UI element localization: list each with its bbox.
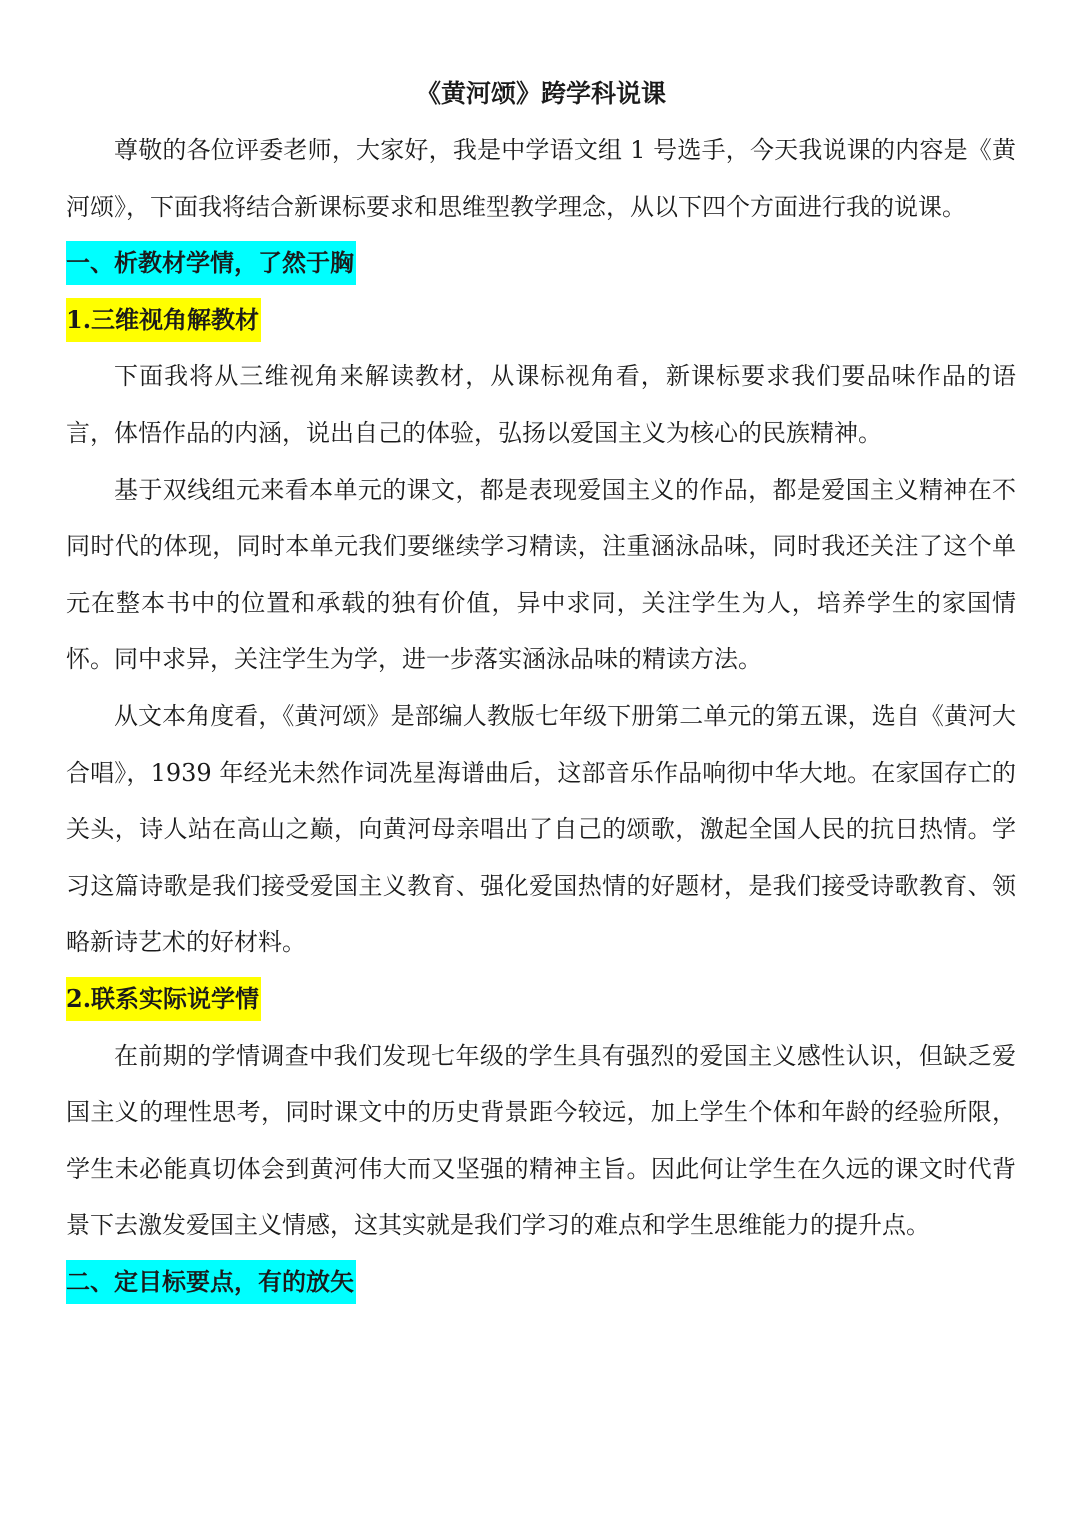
subsection-heading-1-1-text: 1.三维视角解教材: [66, 298, 261, 342]
document-title: 《黄河颂》跨学科说课: [415, 79, 666, 108]
body-paragraph: 下面我将从三维视角来解读教材，从课标视角看，新课标要求我们要品味作品的语言，体悟作品的内涵，说出自己的体验，弘扬以爱国主义为核心的民族精神。: [66, 362, 1016, 447]
body-paragraph: 从文本角度看，《黄河颂》是部编人教版七年级下册第二单元的第五课，选自《黄河大合唱》，1939 年经光未然作词冼星海谱曲后，这部音乐作品响彻中华大地。在家国存亡的关头，诗人站在高山之巅，向黄河母亲唱出了自己的颂歌，激起全国人民的抗日热情。学习这篇诗歌是我们接受爱国主义教育、强化爱国热情的好题材，是我们接受诗歌教育、领略新诗艺术的好材料。: [66, 701, 1016, 957]
document-page: [66, 66, 1016, 1310]
subsection-heading-1-2: [66, 971, 1016, 1028]
subsection-heading-1-2-text: 2.联系实际说学情: [66, 977, 261, 1021]
intro-paragraph: 尊敬的各位评委老师，大家好，我是中学语文组 1 号选手，今天我说课的内容是《黄河颂》，下面我将结合新课标要求和思维型教学理念，从以下四个方面进行我的说课。: [66, 136, 1016, 221]
section-heading-1-text: 一、析教材学情，了然于胸: [66, 241, 356, 285]
body-paragraph: 在前期的学情调查中我们发现七年级的学生具有强烈的爱国主义感性认识，但缺乏爱国主义的理性思考，同时课文中的历史背景距今较远，加上学生个体和年龄的经验所限，学生未必能真切体会到黄河伟大而又坚强的精神主旨。因此何让学生在久远的课文时代背景下去激发爱国主义情感，这其实就是我们学习的难点和学生思维能力的提升点。: [66, 1041, 1016, 1240]
section-heading-1: [66, 235, 1016, 292]
section-heading-2-text: 二、定目标要点，有的放矢: [66, 1260, 356, 1304]
subsection-heading-1-1: [66, 292, 1016, 349]
section-heading-2: [66, 1254, 1016, 1311]
body-paragraph: 基于双线组元来看本单元的课文，都是表现爱国主义的作品，都是爱国主义精神在不同时代的体现，同时本单元我们要继续学习精读，注重涵泳品味，同时我还关注了这个单元在整本书中的位置和承载的独有价值，异中求同，关注学生为人，培养学生的家国情怀。同中求异，关注学生为学，进一步落实涵泳品味的精读方法。: [66, 475, 1016, 674]
